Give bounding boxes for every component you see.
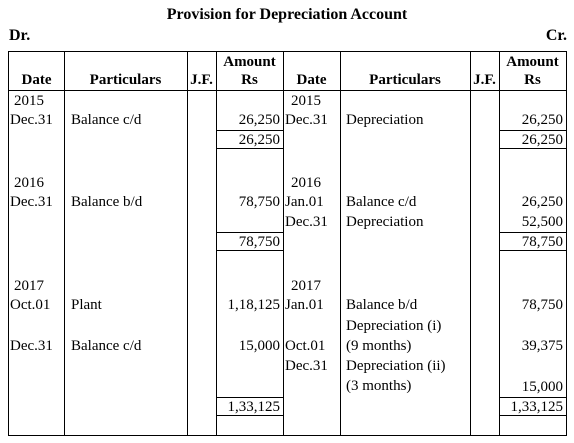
- cr-particulars: Depreciation: [346, 112, 424, 128]
- column-divider: [340, 52, 341, 435]
- cr-date: Oct.01: [285, 338, 326, 354]
- dr-header-date: Date: [21, 72, 52, 88]
- column-divider: [187, 52, 188, 435]
- total-rule: [499, 130, 566, 131]
- dr-date: Dec.31: [10, 194, 53, 210]
- total-rule: [216, 130, 283, 131]
- cr-amount: 26,250: [521, 112, 563, 128]
- total-rule: [216, 250, 283, 251]
- column-divider: [64, 52, 65, 435]
- cr-date: 2015: [291, 93, 321, 109]
- cr-particulars: (3 months): [346, 378, 412, 394]
- cr-date: Jan.01: [285, 194, 324, 210]
- cr-amount: 52,500: [521, 214, 563, 230]
- dr-header-amount: Amount: [223, 54, 276, 70]
- cr-particulars: Depreciation (ii): [346, 358, 446, 374]
- cr-header-particulars: Particulars: [369, 72, 441, 88]
- dr-date: 2017: [14, 278, 44, 294]
- dr-total: 26,250: [238, 132, 280, 148]
- credit-label: Cr.: [545, 27, 567, 44]
- page-title: Provision for Depreciation Account: [166, 6, 408, 23]
- cr-date: Dec.31: [285, 112, 328, 128]
- dr-particulars: Balance b/d: [71, 194, 143, 210]
- cr-particulars: Depreciation: [346, 214, 424, 230]
- dr-amount: 1,18,125: [227, 297, 280, 313]
- cr-header-date: Date: [296, 72, 327, 88]
- cr-amount: 78,750: [521, 297, 563, 313]
- cr-date: 2016: [291, 175, 321, 191]
- dr-total: 1,33,125: [227, 399, 280, 415]
- total-rule: [499, 397, 566, 398]
- total-rule: [216, 148, 283, 149]
- dr-header-particulars: Particulars: [89, 72, 162, 88]
- dr-amount: 26,250: [238, 112, 280, 128]
- dr-date: 2015: [14, 93, 44, 109]
- dr-particulars: Balance c/d: [71, 112, 142, 128]
- dr-header-jf: J.F.: [190, 72, 213, 88]
- cr-particulars: (9 months): [346, 338, 412, 354]
- cr-total: 26,250: [521, 132, 563, 148]
- dr-particulars: Plant: [71, 297, 102, 313]
- cr-header-amount: Amount: [506, 54, 559, 70]
- total-rule: [499, 250, 566, 251]
- dr-amount: 78,750: [238, 194, 280, 210]
- total-rule: [499, 148, 566, 149]
- dr-date: 2016: [14, 175, 44, 191]
- column-divider: [470, 52, 471, 435]
- total-rule: [216, 232, 283, 233]
- cr-amount: 26,250: [521, 194, 563, 210]
- cr-total: 78,750: [521, 234, 563, 250]
- cr-particulars: Balance b/d: [346, 297, 418, 313]
- debit-label: Dr.: [9, 27, 31, 44]
- dr-particulars: Balance c/d: [71, 338, 142, 354]
- cr-date: Dec.31: [285, 214, 328, 230]
- cr-date: Jan.01: [285, 297, 324, 313]
- cr-header-jf: J.F.: [473, 72, 496, 88]
- total-rule: [499, 232, 566, 233]
- total-rule: [216, 397, 283, 398]
- cr-header-rs: Rs: [524, 72, 541, 88]
- total-rule: [499, 415, 566, 416]
- header-divider: [9, 90, 566, 91]
- dr-date: Dec.31: [10, 112, 53, 128]
- cr-amount: 39,375: [521, 338, 563, 354]
- dr-date: Oct.01: [10, 297, 51, 313]
- dr-header-rs: Rs: [241, 72, 258, 88]
- cr-particulars: Depreciation (i): [346, 318, 442, 334]
- cr-date: Dec.31: [285, 358, 328, 374]
- cr-amount: 15,000: [521, 379, 563, 395]
- dr-amount: 15,000: [238, 338, 280, 354]
- ledger-table: [8, 51, 567, 436]
- cr-total: 1,33,125: [510, 399, 563, 415]
- dr-total: 78,750: [238, 234, 280, 250]
- dr-date: Dec.31: [10, 338, 53, 354]
- center-divider: [283, 52, 284, 435]
- cr-particulars: Balance c/d: [346, 194, 417, 210]
- total-rule: [216, 415, 283, 416]
- cr-date: 2017: [291, 278, 321, 294]
